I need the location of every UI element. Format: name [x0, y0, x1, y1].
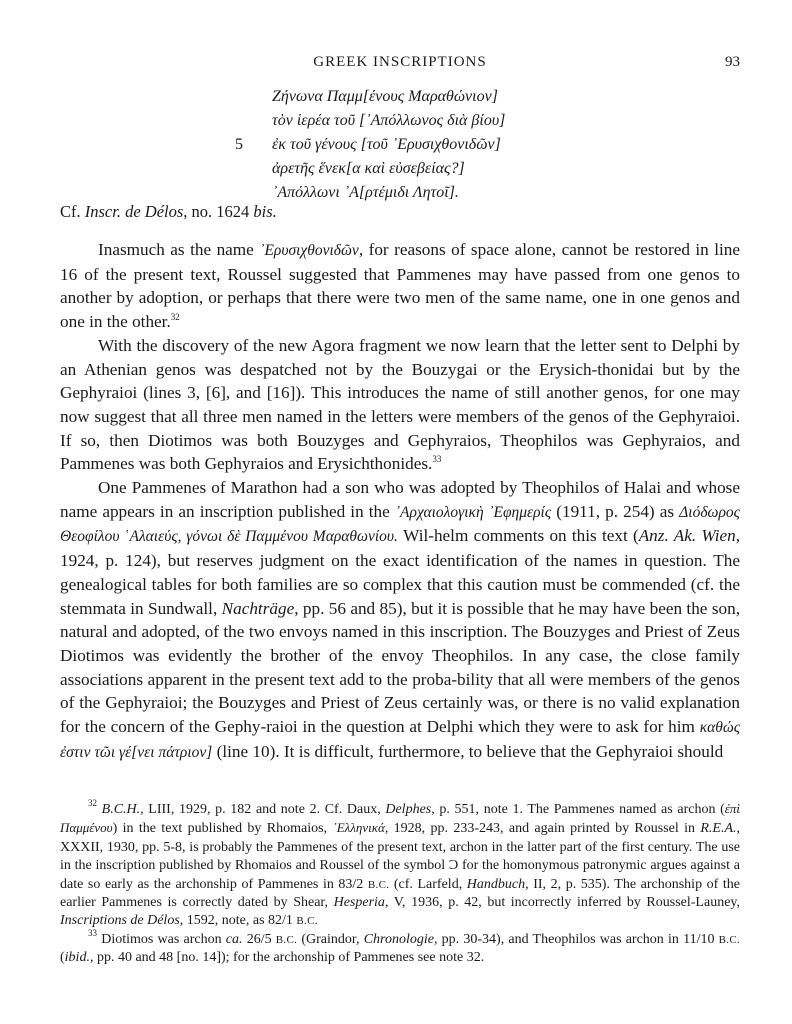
inscription-line [60, 112, 740, 136]
inscription-text: τὸν ἱερέα τοῦ [᾽Απόλλωνος διὰ βίου] [272, 112, 506, 129]
inscription-text: Ζήνωνα Παμμ[ένους Μαραθώνιον] [272, 88, 498, 105]
footnote-ref[interactable]: 32 [170, 312, 180, 323]
cf-reference: Cf. Inscr. de Délos, no. 1624 bis. [60, 202, 277, 221]
running-title: GREEK INSCRIPTIONS [313, 54, 487, 70]
inscription-text: ἀρετῆς ἕνεκ[α καὶ εὐσεβείας?] [272, 160, 465, 177]
inscription-block [60, 88, 740, 208]
page-number: 93 [725, 54, 740, 70]
footnotes [60, 800, 740, 968]
running-header [60, 54, 740, 74]
inscription-line [60, 160, 740, 184]
paragraph: Inasmuch as the name ᾽Ερυσιχθονιδῶν, for reasons of space alone, cannot be restored in line 16 of the present text, Roussel suggested that Pammenes may have passed from one genos to another by adoption, or perhaps that there were two men of the same name, one in one genos and one in the other.$^{32}$ [60, 240, 741, 332]
body-text [60, 238, 740, 764]
paragraph: With the discovery of the new Agora fragment we now learn that the letter sent to Delphi by an Athenian genos was despatched not by the Bouzygai or the Erysich-thonidai but by the Gephyraioi (lines 3, [6], and [16]). This introduces the name of still another genos, for one may now suggest that all three men named in the letters were members of the genos of the Gephyraioi. If so, then Diotimos was both Bouzyges and Gephyraios, Theophilos was Gephyraios, and Pammenes was both Gephyraios and Erysichthonides.$^{33}$ [60, 335, 740, 474]
paragraph: One Pammenes of Marathon had a son who was adopted by Theophilos of Halai and whose name appears in an inscription published in the ᾽Αρχαιολογικὴ ᾽Εφημερίς (1911, p. 254) as Διόδωρος Θεοφίλου ῾Αλαιεύς, γόνωι δὲ Παμμένου Μαραθωνίου. Wil-helm comments on this text (Anz. Ak. Wien, 1924, p. 124), but reserves judgment on the exact identification of the names in question. The genealogical tables for both families are so complex that this caution must be commended (cf. the stemmata in Sundwall, Nachträge, pp. 56 and 85), but it is possible that he may have been the son, natural and adopted, of the two envoys named in this inscription. The Bouzyges and Priest of Zeus Diotimos was evidently the brother of the envoy Theophilos. In any case, the close family associations apparent in the present text add to the proba-bility that all were members of the genos of the Gephyraioi; the Bouzyges and Priest of Zeus certainly was, or there is no valid explanation for the concern of the Gephy-raioi in the question at Delphi which they were to ask for him καθώς ἐστιν τῶι γέ[νει πάτριον] (line 10). It is difficult, furthermore, to believe that the Gephyraioi should [60, 478, 741, 761]
footnote-33: $^{33}$ Diotimos was archon ca. 26/5 B.C. (Graindor, Chronologie, pp. 30-34), and Theophilos was archon in 11/10 B.C. (ibid., pp. 40 and 48 [no. 14]); for the archonship of Pammenes see note 32. [60, 927, 741, 966]
line-number: 5 [235, 136, 243, 153]
inscription-text: ᾽Απόλλωνι ᾽Α[ρτέμιδι Λητοῖ]. [272, 184, 459, 201]
footnote-32: $^{32}$ B.C.H., LIII, 1929, p. 182 and note 2. Cf. Daux, Delphes, p. 551, note 1. The Pammenes named as archon (ἐπὶ Παμμένου) in the text published by Rhomaios, ᾽Ελληνικά, 1928, pp. 233-243, and again printed by Roussel in R.E.A., XXXII, 1930, pp. 5-8, is probably the Pammenes of the present text, archon in the latter part of the first century. The use in the inscription published by Rhomaios and Roussel of the symbol Ͻ for the homonymous patronymic argues against a date so early as the archonship of Pammenes in 83/2 B.C. (cf. Larfeld, Handbuch, II, 2, p. 535). The archonship of the earlier Pammenes is correctly dated by Shear, Hesperia, V, 1936, p. 42, but incorrectly inferred by Roussel-Launey, Inscriptions de Délos, 1592, note, as 82/1 B.C. [60, 798, 741, 929]
footnote-ref[interactable]: 33 [432, 454, 442, 465]
inscription-line [60, 88, 740, 112]
inscription-line [60, 136, 740, 160]
inscription-text: ἐκ τοῦ γένους [τοῦ ᾽Ερυσιχθονιδῶν] [272, 136, 501, 153]
